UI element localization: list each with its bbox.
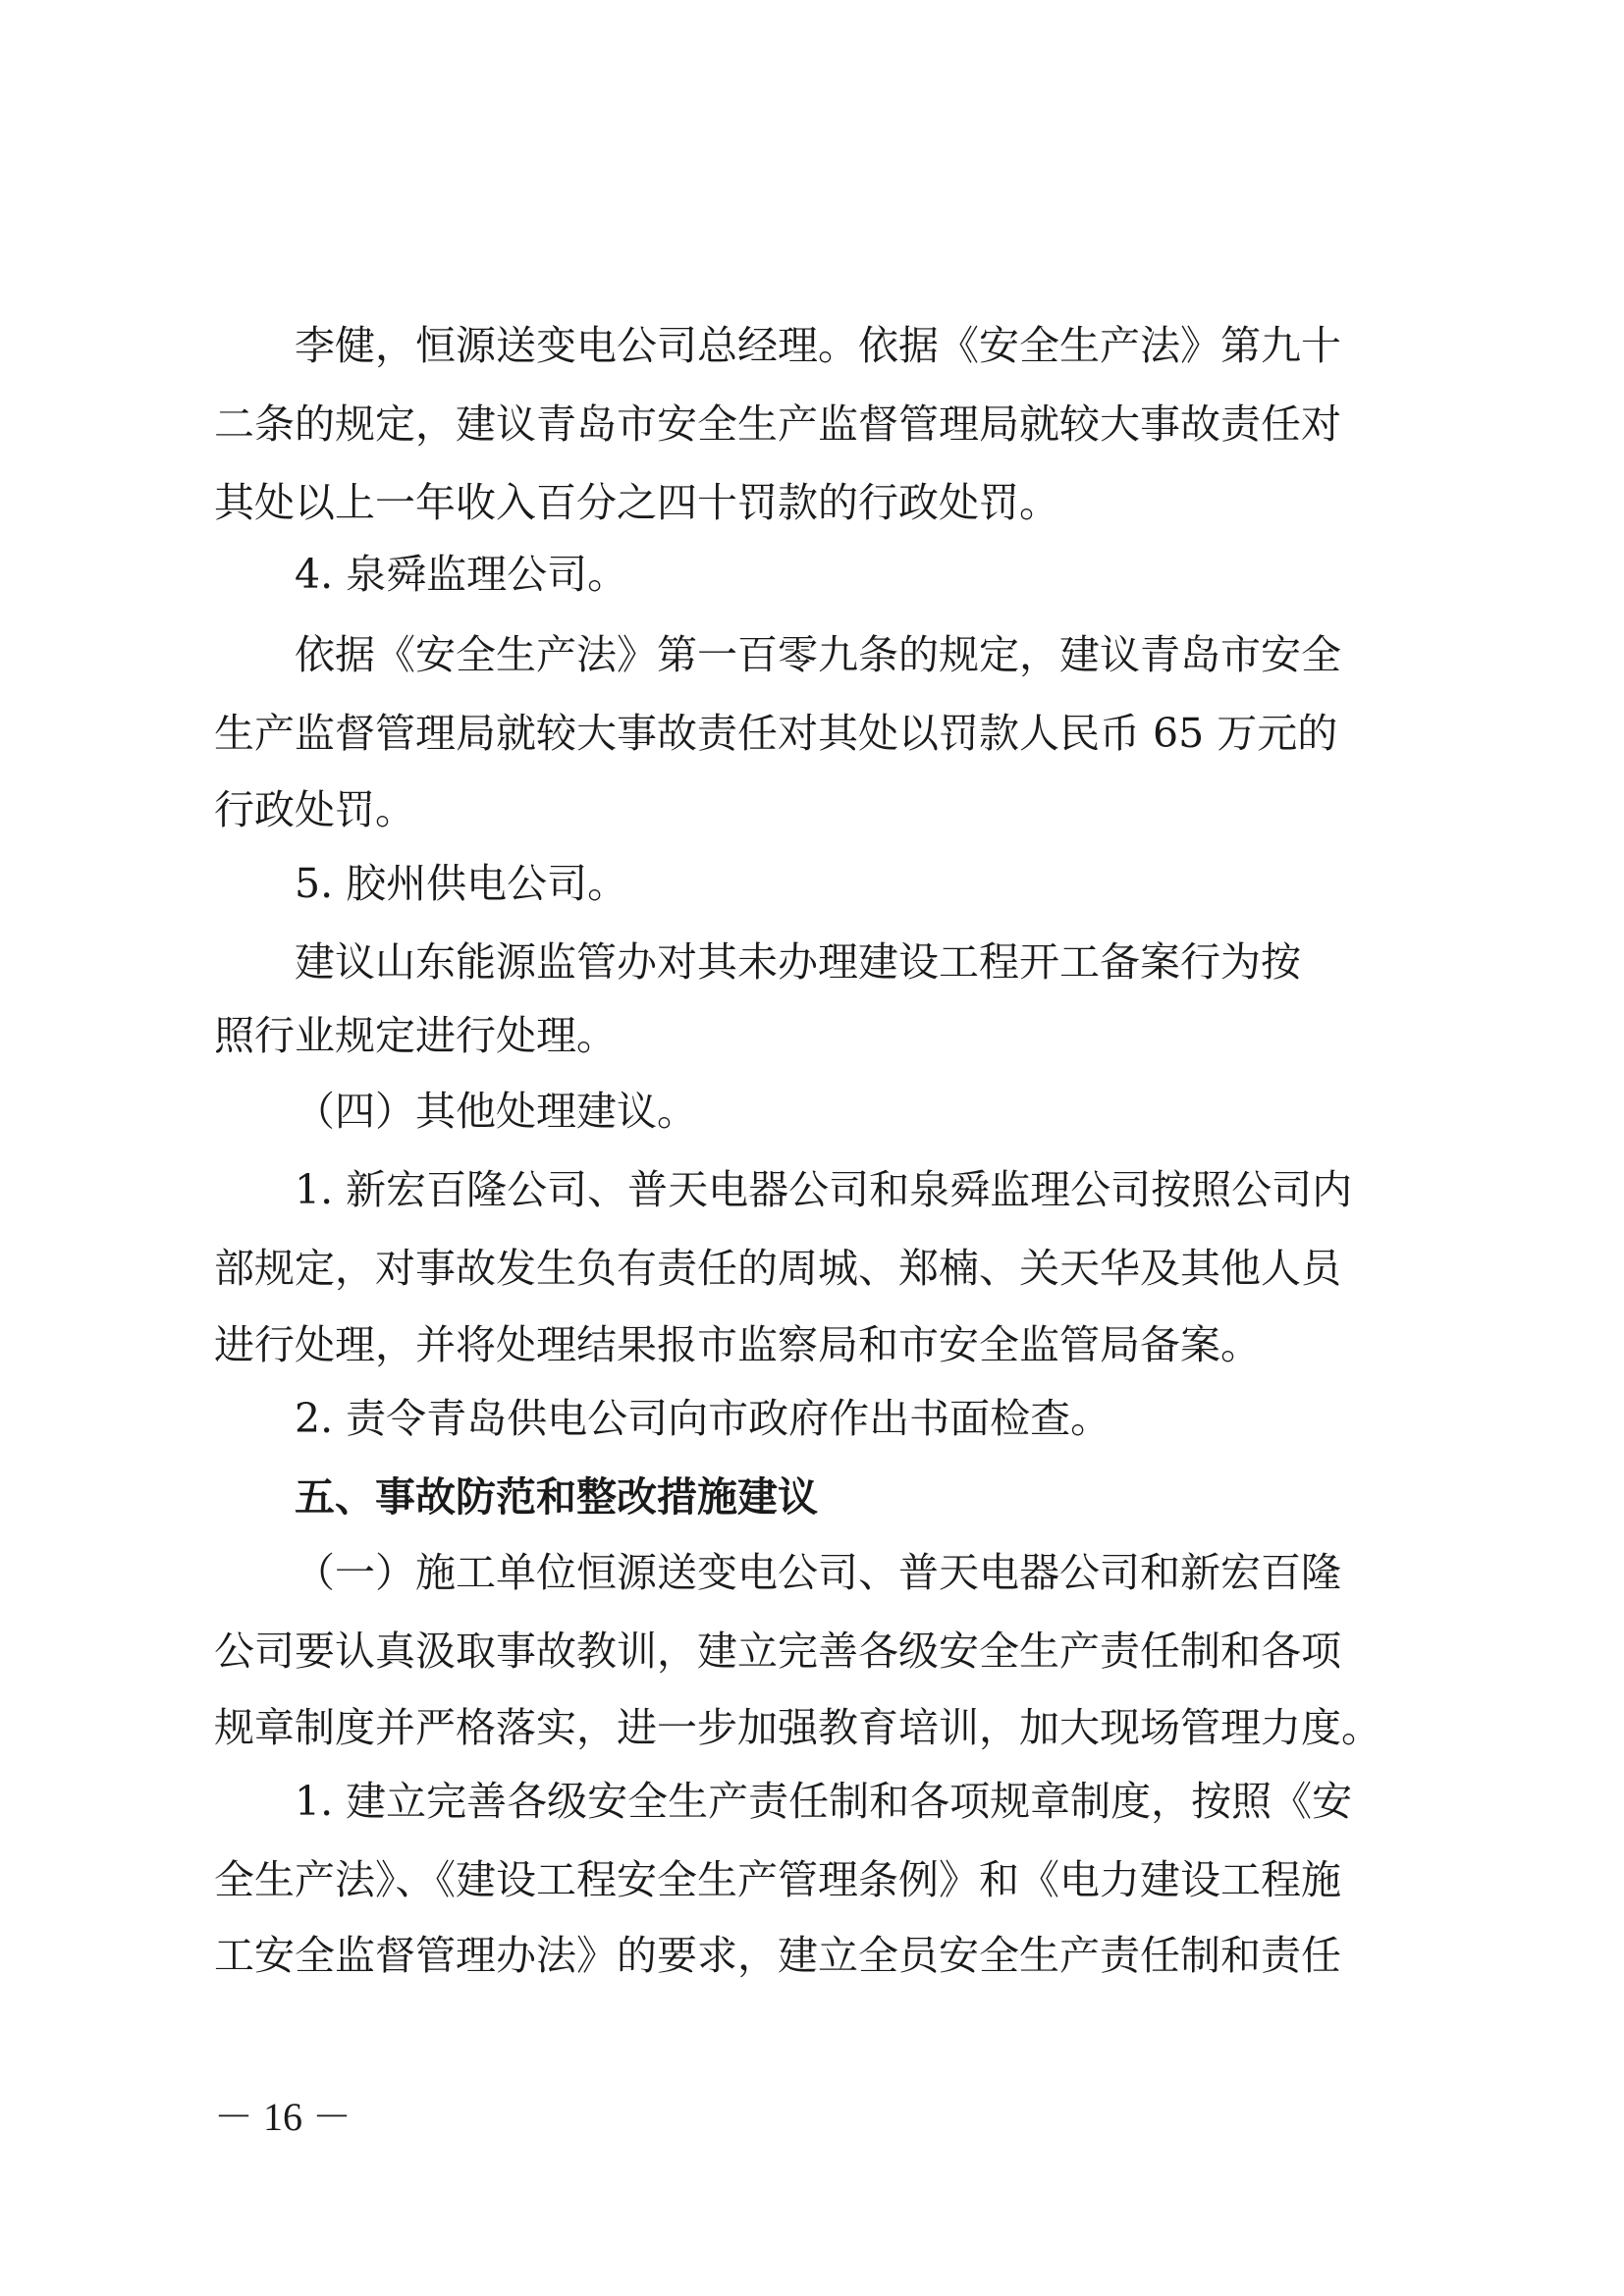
text-line: （一）施工单位恒源送变电公司、普天电器公司和新宏百隆	[295, 1549, 1341, 1596]
page-number: － 16 －	[214, 2095, 352, 2139]
text-line: 其处以上一年收入百分之四十罚款的行政处罚。	[214, 479, 1059, 526]
text-line: 行政处罚。	[214, 786, 415, 833]
text-line: 1. 建立完善各级安全生产责任制和各项规章制度，按照《安	[295, 1778, 1353, 1825]
text-line: 公司要认真汲取事故教训，建立完善各级安全生产责任制和各项	[214, 1628, 1341, 1675]
text-line: 工安全监督管理办法》的要求，建立全员安全生产责任制和责任	[214, 1932, 1341, 1979]
text-line: 李健，恒源送变电公司总经理。依据《安全生产法》第九十	[295, 322, 1341, 369]
text-line: 全生产法》、《建设工程安全生产管理条例》和《电力建设工程施	[214, 1856, 1341, 1903]
text-line: 建议山东能源监管办对其未办理建设工程开工备案行为按	[295, 938, 1301, 986]
text-line: 进行处理，并将处理结果报市监察局和市安全监管局备案。	[214, 1321, 1261, 1368]
text-line: 规章制度并严格落实，进一步加强教育培训，加大现场管理力度。	[214, 1704, 1381, 1751]
text-line: 依据《安全生产法》第一百零九条的规定，建议青岛市安全	[295, 631, 1341, 678]
text-line: 1. 新宏百隆公司、普天电器公司和泉舜监理公司按照公司内	[295, 1166, 1353, 1213]
text-line: 部规定，对事故发生负有责任的周城、郑楠、关天华及其他人员	[214, 1245, 1341, 1292]
section-heading: （四）其他处理建议。	[295, 1088, 697, 1135]
text-line: 5. 胶州供电公司。	[295, 860, 628, 907]
text-line: 4. 泉舜监理公司。	[295, 551, 628, 598]
text-line: 照行业规定进行处理。	[214, 1012, 617, 1059]
chapter-heading: 五、事故防范和整改措施建议	[295, 1473, 818, 1521]
text-line: 2. 责令青岛供电公司向市政府作出书面检查。	[295, 1395, 1111, 1442]
text-line: 二条的规定，建议青岛市安全生产监督管理局就较大事故责任对	[214, 400, 1341, 448]
text-line: 生产监督管理局就较大事故责任对其处以罚款人民币 65 万元的	[214, 710, 1338, 757]
